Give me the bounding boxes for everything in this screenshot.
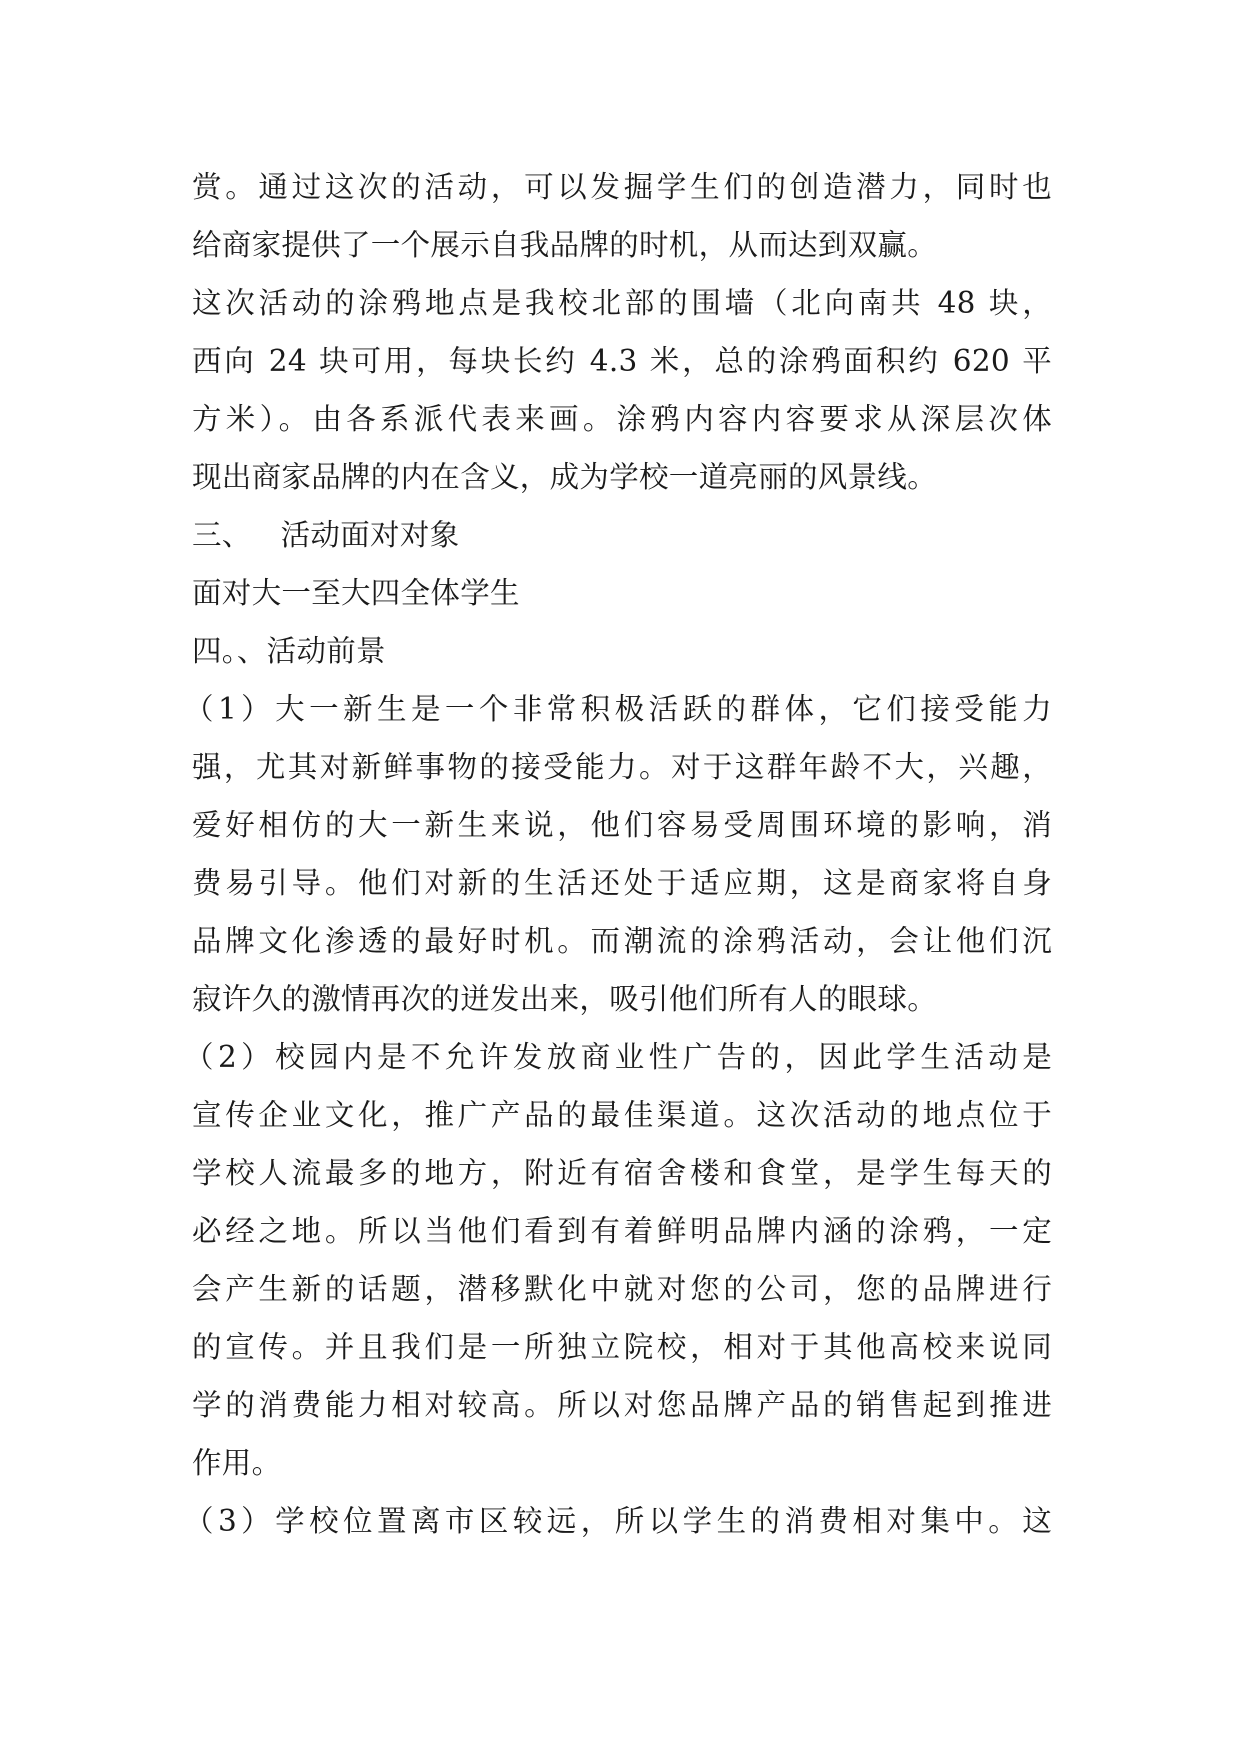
text-line: 这次活动的涂鸦地点是我校北部的围墙（北向南共 48 块， [192,286,1052,320]
section-heading: 四。、活动前景 [192,634,386,668]
text-line: （3）学校位置离市区较远，所以学生的消费相对集中。这 [184,1504,1052,1538]
text-line: 的宣传。并且我们是一所独立院校，相对于其他高校来说同 [192,1330,1052,1364]
text-line: 宣传企业文化，推广产品的最佳渠道。这次活动的地点位于 [192,1098,1052,1132]
text-line: 学的消费能力相对较高。所以对您品牌产品的销售起到推进 [192,1388,1052,1422]
document-page [184,158,1052,1550]
text-line: 给商家提供了一个展示自我品牌的时机，从而达到双赢。 [192,228,938,262]
text-line: 费易引导。他们对新的生活还处于适应期，这是商家将自身 [192,866,1052,900]
text-line: 强，尤其对新鲜事物的接受能力。对于这群年龄不大，兴趣， [192,750,1052,784]
text-line: 面对大一至大四全体学生 [192,576,520,610]
text-line: 方米）。由各系派代表来画。涂鸦内容内容要求从深层次体 [192,402,1052,436]
text-line: 必经之地。所以当他们看到有着鲜明品牌内涵的涂鸦，一定 [192,1214,1052,1248]
section-heading: 三、 活动面对对象 [192,518,460,552]
text-line: 寂许久的激情再次的迸发出来，吸引他们所有人的眼球。 [192,982,938,1016]
text-line: 作用。 [192,1446,282,1480]
text-line: （1）大一新生是一个非常积极活跃的群体，它们接受能力 [184,692,1052,726]
text-line: 爱好相仿的大一新生来说，他们容易受周围环境的影响，消 [192,808,1052,842]
text-line: 会产生新的话题，潜移默化中就对您的公司，您的品牌进行 [192,1272,1052,1306]
text-line: 现出商家品牌的内在含义，成为学校一道亮丽的风景线。 [192,460,938,494]
text-line: 赏。通过这次的活动，可以发掘学生们的创造潜力，同时也 [192,170,1052,204]
text-line: 学校人流最多的地方，附近有宿舍楼和食堂，是学生每天的 [192,1156,1052,1190]
text-line: 西向 24 块可用，每块长约 4.3 米，总的涂鸦面积约 620 平 [192,344,1052,378]
text-line: （2）校园内是不允许发放商业性广告的，因此学生活动是 [184,1040,1052,1074]
text-line: 品牌文化渗透的最好时机。而潮流的涂鸦活动，会让他们沉 [192,924,1052,958]
